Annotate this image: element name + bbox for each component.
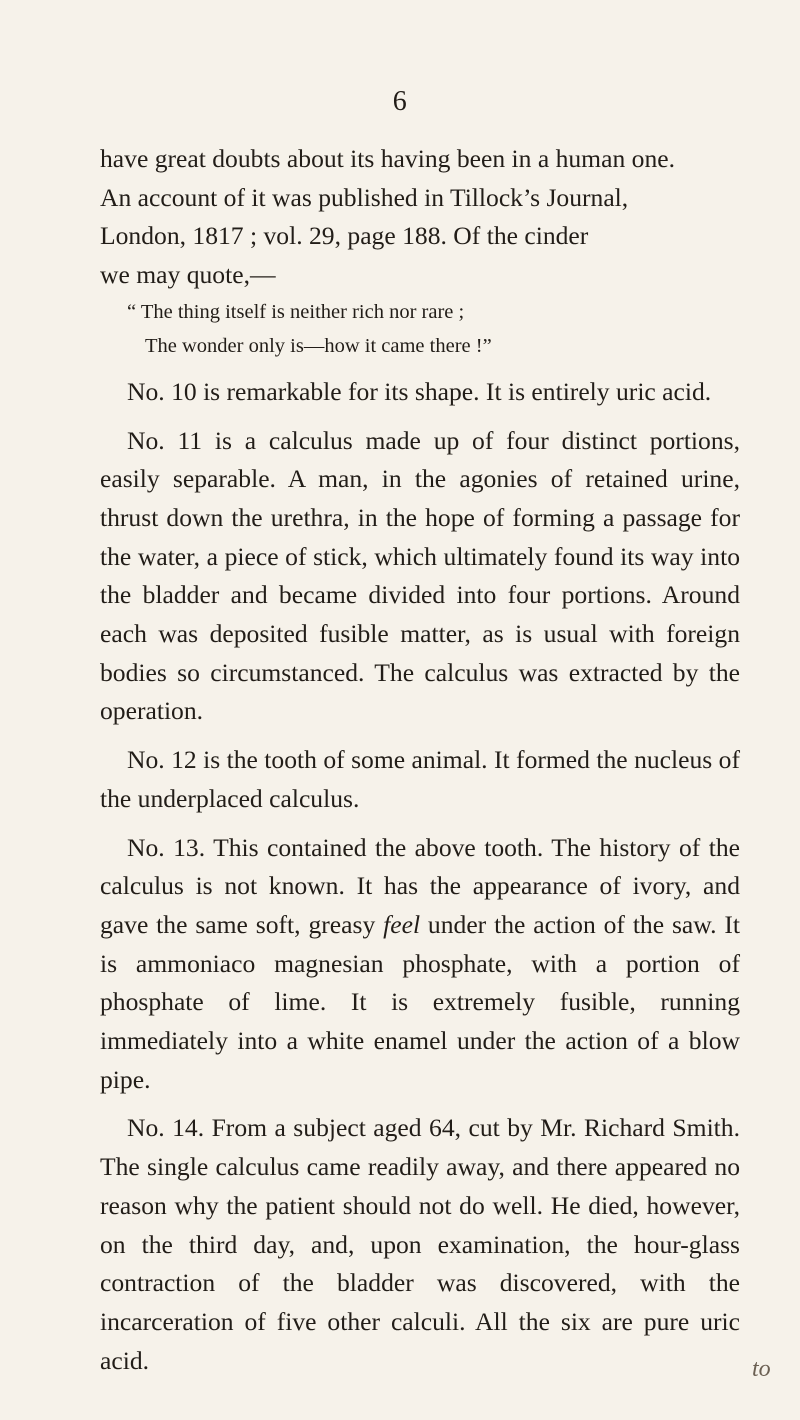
verse-quote <box>100 295 740 363</box>
paragraph-no-13-part-1: No. 13. This contained the above tooth. The history of the calculus is not known. It has the appearance of ivory, and gave the same soft, greasy <box>100 832 740 939</box>
paragraph-opening-line-2: An account of it was published in Tillock’s Journal, <box>100 182 629 212</box>
paragraph-no-14: No. 14. From a subject aged 64, cut by Mr. Richard Smith. The single calculus came readily away, and there appeared no reason why the patient should not do well. He died, however, on the third day, and, upon examination, the hour-glass contraction of the bladder was discovered, with the incarceration of five other calculi. All the six are pure uric acid. <box>100 1113 740 1375</box>
verse-line-1: “ The thing itself is neither rich nor rare ; <box>127 300 465 323</box>
paragraph-no-13-part-2: under the action of the saw. It is ammoniaco magnesian phosphate, with a portion of phosphate of lime. It is extremely fusible, running immediately into a white enamel under the action of a blow pipe. <box>100 909 740 1094</box>
paragraph-no-10: No. 10 is remarkable for its shape. It is entirely uric acid. <box>127 376 712 406</box>
verse-line-2: The wonder only is—how it came there !” <box>145 334 492 357</box>
paragraph-opening <box>100 140 740 295</box>
page-number: 6 <box>392 86 408 117</box>
paragraph-opening-line-4: we may quote,— <box>100 260 276 290</box>
body-text <box>100 140 740 1380</box>
paragraph-no-13-italic: feel <box>383 909 421 939</box>
paragraph-no-11: No. 11 is a calculus made up of four distinct portions, easily separable. A man, in the agonies of retained urine, thrust down the urethra, in the hope of forming a passage for the water, a piece of stick, which ultimately found its way into the bladder and became divided into four portions. Around each was deposited fusible matter, as is usual with foreign bodies so circumstanced. The calculus was extracted by the operation. <box>100 425 740 726</box>
paragraph-no-12: No. 12 is the tooth of some animal. It formed the nucleus of the underplaced calculus. <box>100 745 740 813</box>
paragraph-opening-line-1: have great doubts about its having been in a human one. <box>100 144 675 173</box>
paragraph-opening-line-3: London, 1817 ; vol. 29, page 188. Of the cinder <box>100 221 589 251</box>
catchword: to <box>752 1356 771 1382</box>
paragraph-no-13 <box>100 829 740 1100</box>
